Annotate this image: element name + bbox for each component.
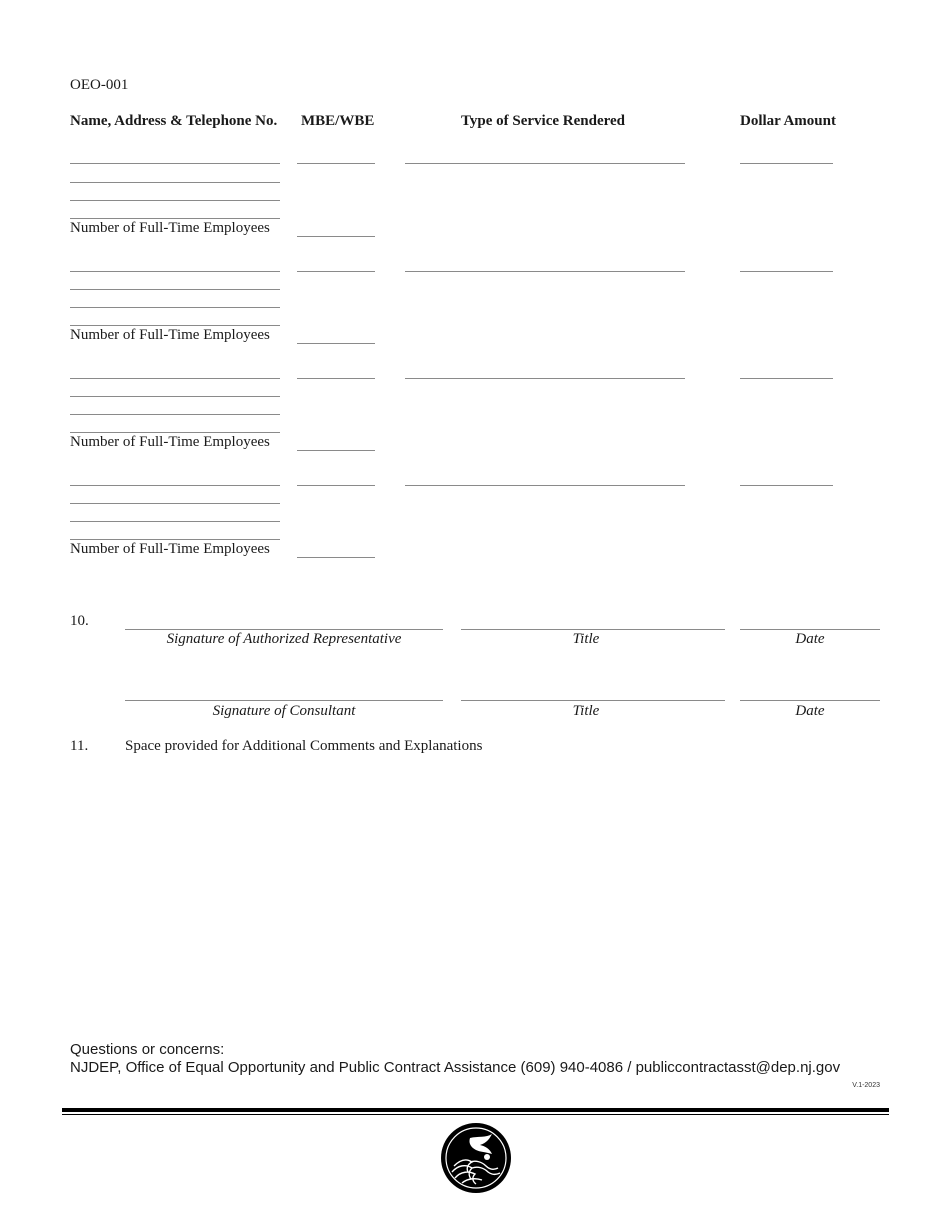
service-line[interactable]	[405, 485, 685, 486]
title-caption: Title	[572, 631, 600, 647]
title-line[interactable]	[461, 700, 725, 701]
footer-contact: NJDEP, Office of Equal Opportunity and Public Contract Assistance (609) 940-4086 / publiccontractasst@dep.nj.gov	[70, 1059, 841, 1076]
version-label: V.1-2023	[852, 1082, 880, 1089]
header-service-type: Type of Service Rendered	[461, 113, 625, 129]
employees-line[interactable]	[297, 557, 375, 558]
amount-line[interactable]	[740, 378, 833, 379]
mbe-line[interactable]	[297, 378, 375, 379]
name-line[interactable]	[70, 163, 280, 164]
date-line[interactable]	[740, 700, 880, 701]
signature-consultant-line[interactable]	[125, 700, 443, 701]
employees-line[interactable]	[297, 343, 375, 344]
employees-line[interactable]	[297, 236, 375, 237]
phone-line[interactable]	[70, 432, 280, 433]
employees-label: Number of Full-Time Employees	[70, 220, 270, 236]
service-line[interactable]	[405, 163, 685, 164]
footer-rule-thin	[62, 1114, 889, 1115]
address-line[interactable]	[70, 396, 280, 397]
form-code: OEO-001	[70, 77, 129, 93]
signature-consultant-caption: Signature of Consultant	[212, 703, 356, 719]
date-caption: Date	[795, 631, 825, 647]
name-line[interactable]	[70, 378, 280, 379]
address-line[interactable]	[70, 503, 280, 504]
njdep-seal-icon	[440, 1122, 512, 1194]
header-name-address: Name, Address & Telephone No.	[70, 113, 278, 129]
footer-questions: Questions or concerns:	[70, 1041, 225, 1058]
address-line[interactable]	[70, 307, 280, 308]
address-line[interactable]	[70, 414, 280, 415]
phone-line[interactable]	[70, 218, 280, 219]
date-caption: Date	[795, 703, 825, 719]
amount-line[interactable]	[740, 163, 833, 164]
address-line[interactable]	[70, 289, 280, 290]
amount-line[interactable]	[740, 271, 833, 272]
name-line[interactable]	[70, 485, 280, 486]
section-11-number: 11.	[70, 738, 89, 754]
employees-line[interactable]	[297, 450, 375, 451]
title-caption: Title	[572, 703, 600, 719]
comments-area[interactable]	[125, 762, 880, 1022]
address-line[interactable]	[70, 182, 280, 183]
employees-label: Number of Full-Time Employees	[70, 327, 270, 343]
phone-line[interactable]	[70, 325, 280, 326]
employees-label: Number of Full-Time Employees	[70, 541, 270, 557]
employees-label: Number of Full-Time Employees	[70, 434, 270, 450]
footer-rule	[62, 1108, 889, 1112]
service-line[interactable]	[405, 271, 685, 272]
comments-label: Space provided for Additional Comments and Explanations	[125, 738, 483, 754]
title-line[interactable]	[461, 629, 725, 630]
signature-authorized-line[interactable]	[125, 629, 443, 630]
amount-line[interactable]	[740, 485, 833, 486]
signature-authorized-caption: Signature of Authorized Representative	[166, 631, 402, 647]
mbe-line[interactable]	[297, 163, 375, 164]
section-10-number: 10.	[70, 613, 89, 629]
mbe-line[interactable]	[297, 485, 375, 486]
phone-line[interactable]	[70, 539, 280, 540]
date-line[interactable]	[740, 629, 880, 630]
name-line[interactable]	[70, 271, 280, 272]
header-dollar-amount: Dollar Amount	[740, 113, 836, 129]
header-mbe-wbe: MBE/WBE	[301, 113, 375, 129]
address-line[interactable]	[70, 521, 280, 522]
mbe-line[interactable]	[297, 271, 375, 272]
service-line[interactable]	[405, 378, 685, 379]
address-line[interactable]	[70, 200, 280, 201]
